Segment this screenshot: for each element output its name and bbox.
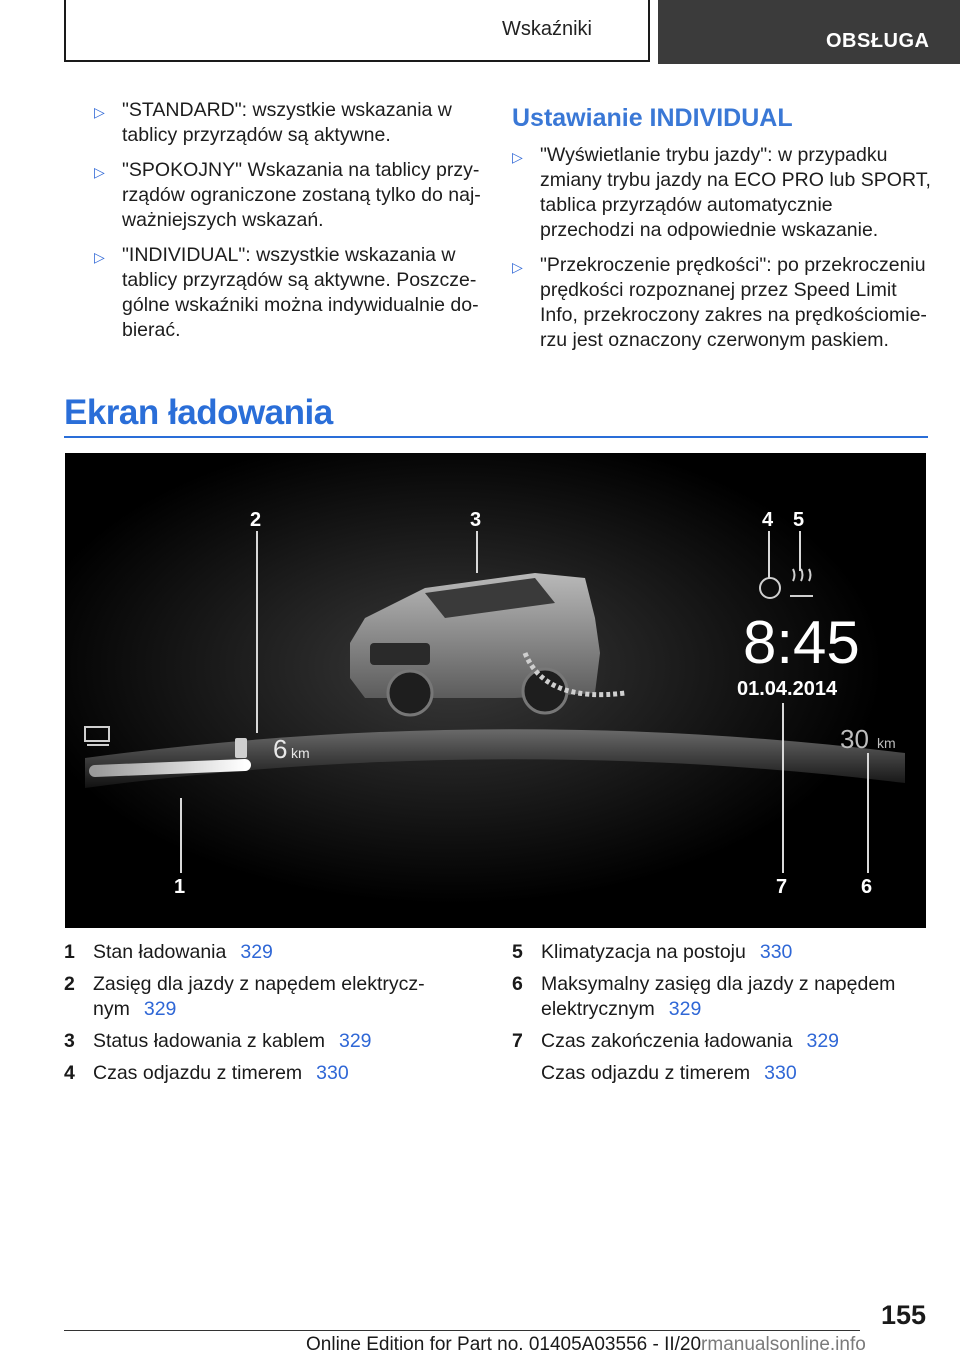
dashboard-illustration — [65, 453, 926, 928]
legend-item: 1 Stan ładowania 329 — [64, 941, 273, 963]
callout-6: 6 — [861, 876, 873, 898]
triangle-bullet-icon: ▷ — [512, 149, 523, 165]
bullet-spokojny: ▷ "SPOKOJNY" Wskazania na tablicy przy-rządów ograniczone zostaną tylko do naj-ważniejszych wskazań. — [94, 159, 481, 231]
page-number: 155 — [880, 1300, 926, 1330]
left-column — [66, 98, 486, 353]
callout-5: 5 — [793, 509, 805, 531]
right-column — [512, 98, 932, 363]
section-name: Wskaźniki — [501, 18, 592, 40]
callout-1: 1 — [174, 876, 186, 898]
page-ref-link[interactable]: 330 — [316, 1062, 349, 1084]
charge-state-bar — [95, 765, 245, 771]
bullet-standard: ▷ "STANDARD": wszystkie wskazania w tablicy przyrządów są aktywne. — [94, 99, 452, 146]
legend-item: 5 Klimatyzacja na postoju 330 — [512, 941, 793, 963]
charging-screen-figure — [65, 453, 926, 928]
page-ref-link[interactable]: 329 — [240, 941, 273, 963]
bullet-individual: ▷ "INDIVIDUAL": wszystkie wskazania w tablicy przyrządów są aktywne. Poszcze-gólne wskaźniki można indywidualnie do-bierać. — [94, 244, 479, 341]
legend-left — [64, 940, 484, 1093]
chapter-tab: OBSŁUGA — [658, 0, 960, 64]
callout-3: 3 — [470, 509, 482, 531]
footer-divider — [64, 1330, 860, 1331]
page-ref-link[interactable]: 330 — [764, 1062, 797, 1084]
legend-item: 2 Zasięg dla jazdy z napędem elektrycz-nym 329 — [64, 973, 425, 1020]
bullet-drive-mode: ▷ "Wyświetlanie trybu jazdy": w przypadku zmiany trybu jazdy na ECO PRO lub SPORT, tablica przyrządów automatycznie przechodzi na odpowiednie wskazanie. — [512, 144, 931, 241]
legend-item: 4 Czas odjazdu z timerem 330 — [64, 1062, 349, 1084]
page-ref-link[interactable]: 329 — [143, 998, 177, 1020]
page-ref-link[interactable]: 329 — [806, 1030, 840, 1052]
footer-edition — [306, 1334, 866, 1356]
subheading: Ustawianie INDIVIDUAL — [512, 104, 793, 132]
callout-4: 4 — [762, 509, 774, 531]
triangle-bullet-icon: ▷ — [512, 259, 523, 275]
edition-text: Online Edition for Part no. 01405A03556 - II/20 — [306, 1334, 702, 1355]
triangle-bullet-icon: ▷ — [94, 249, 105, 265]
triangle-bullet-icon: ▷ — [94, 164, 105, 180]
legend-item: Czas odjazdu z timerem 330 — [541, 1062, 797, 1084]
callout-2: 2 — [250, 509, 262, 531]
clock-date: 01.04.2014 — [737, 678, 838, 700]
triangle-bullet-icon: ▷ — [94, 104, 105, 120]
callout-7: 7 — [776, 876, 788, 898]
legend-item: 7 Czas zakończenia ładowania 329 — [512, 1030, 840, 1052]
page-ref-link[interactable]: 329 — [668, 998, 702, 1020]
legend-item: 3 Status ładowania z kablem 329 — [64, 1030, 372, 1052]
section-title: Ekran ładowania — [64, 393, 333, 432]
range-left-unit: km — [291, 745, 310, 761]
range-left-value: 6 — [273, 734, 288, 764]
section-divider — [64, 436, 928, 438]
bullet-speeding: ▷ "Przekroczenie prędkości": po przekroczeniu prędkości rozpoznanej przez Speed Limit Info, przekroczony zakres na prędkościomie-rzu jest oznaczony czerwonym paskiem. — [512, 254, 927, 351]
legend-item: 6 Maksymalny zasięg dla jazdy z napędem elektrycznym 329 — [512, 973, 896, 1020]
page-ref-link[interactable]: 330 — [759, 941, 793, 963]
range-right-unit: km — [877, 735, 896, 751]
range-right-value: 30 — [840, 724, 869, 754]
page-ref-link[interactable]: 329 — [338, 1030, 372, 1052]
legend-right — [512, 940, 932, 1093]
clock-time: 8:45 — [743, 609, 860, 676]
plug-icon — [235, 738, 247, 758]
watermark: rmanualsonline.info — [701, 1334, 866, 1355]
